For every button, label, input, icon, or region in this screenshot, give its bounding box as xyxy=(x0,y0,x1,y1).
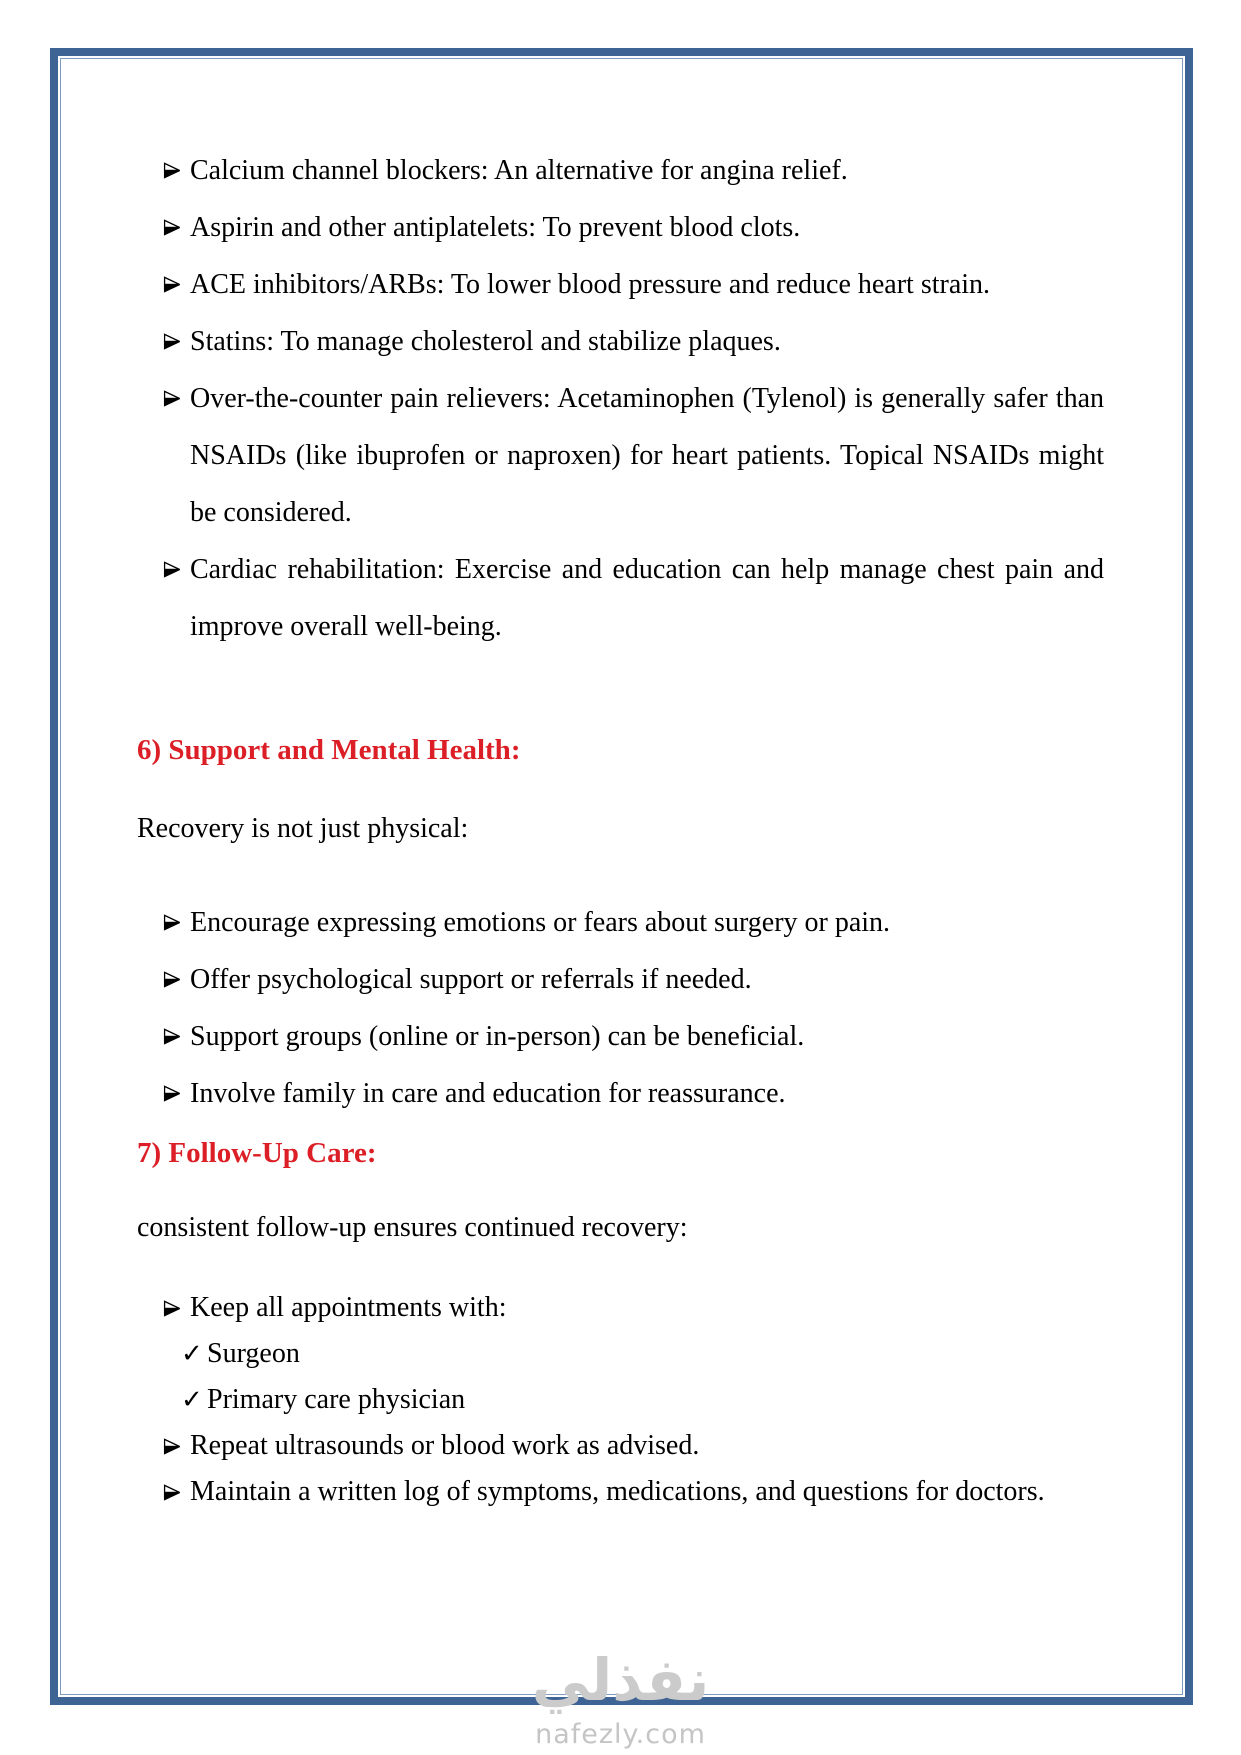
list-item xyxy=(137,541,1104,655)
list-item-text: Over-the-counter pain relievers: Acetaminophen (Tylenol) is generally safer than NSAIDs (like ibuprofen or naproxen) for heart patients. Topical NSAIDs might be considered. xyxy=(190,383,1104,528)
section-heading-7: 7) Follow-Up Care: xyxy=(137,1137,377,1169)
check-icon: ✓ xyxy=(181,1385,203,1415)
list-item-text: Calcium channel blockers: An alternative for angina relief. xyxy=(190,155,848,186)
paragraph-support-intro: Recovery is not just physical: xyxy=(137,813,469,844)
arrowhead-bullet-icon xyxy=(163,370,182,427)
list-item-text: Aspirin and other antiplatelets: To prevent blood clots. xyxy=(190,212,801,243)
list-item-text: Statins: To manage cholesterol and stabilize plaques. xyxy=(190,326,781,357)
arrowhead-bullet-icon xyxy=(163,313,182,370)
list-item-text: Offer psychological support or referrals if needed. xyxy=(190,964,752,995)
list-item-text: Keep all appointments with: xyxy=(190,1292,507,1323)
list-item xyxy=(137,894,1104,951)
arrowhead-bullet-icon xyxy=(163,894,182,951)
watermark xyxy=(0,1638,1241,1748)
check-icon: ✓ xyxy=(181,1339,203,1369)
list-item xyxy=(137,199,1104,256)
list-item xyxy=(137,951,1104,1008)
list-item-text: ACE inhibitors/ARBs: To lower blood pressure and reduce heart strain. xyxy=(190,269,991,300)
list-item-text: Cardiac rehabilitation: Exercise and education can help manage chest pain and improve overall well-being. xyxy=(190,554,1104,642)
arrowhead-bullet-icon xyxy=(163,1065,182,1122)
list-item xyxy=(137,370,1104,541)
medication-list xyxy=(137,142,1104,655)
checklist-item-text: Surgeon xyxy=(207,1338,300,1369)
list-item-text: Maintain a written log of symptoms, medications, and questions for doctors. xyxy=(190,1476,1045,1507)
list-item-text: Repeat ultrasounds or blood work as advised. xyxy=(190,1430,700,1461)
arrowhead-bullet-icon xyxy=(163,142,182,199)
arrowhead-bullet-icon xyxy=(163,256,182,313)
arrowhead-bullet-icon xyxy=(163,951,182,1008)
list-item-text: Support groups (online or in-person) can be beneficial. xyxy=(190,1021,805,1052)
list-item xyxy=(137,1285,1104,1423)
arrowhead-bullet-icon xyxy=(163,199,182,256)
list-item xyxy=(137,256,1104,313)
list-item xyxy=(137,1469,1104,1515)
checklist-item xyxy=(137,1377,1104,1423)
watermark-site-text: nafezly.com xyxy=(535,1719,706,1750)
checklist-item xyxy=(137,1331,1104,1377)
list-item xyxy=(137,313,1104,370)
list-item xyxy=(137,1423,1104,1469)
support-list xyxy=(137,894,1104,1122)
arrowhead-bullet-icon xyxy=(163,1469,182,1515)
section-heading-6: 6) Support and Mental Health: xyxy=(137,734,521,766)
arrowhead-bullet-icon xyxy=(163,1285,182,1331)
checklist-item-text: Primary care physician xyxy=(207,1384,466,1415)
list-item xyxy=(137,1065,1104,1122)
list-item xyxy=(137,1008,1104,1065)
nafezly-logo: نفذلي xyxy=(531,1646,710,1714)
arrowhead-bullet-icon xyxy=(163,1423,182,1469)
paragraph-followup-intro: consistent follow-up ensures continued recovery: xyxy=(137,1212,688,1243)
list-item-text: Encourage expressing emotions or fears about surgery or pain. xyxy=(190,907,891,938)
followup-list xyxy=(137,1285,1104,1515)
arrowhead-bullet-icon xyxy=(163,1008,182,1065)
list-item-text: Involve family in care and education for reassurance. xyxy=(190,1078,786,1109)
list-item xyxy=(137,142,1104,199)
arrowhead-bullet-icon xyxy=(163,541,182,598)
appointments-checklist xyxy=(137,1331,1104,1423)
